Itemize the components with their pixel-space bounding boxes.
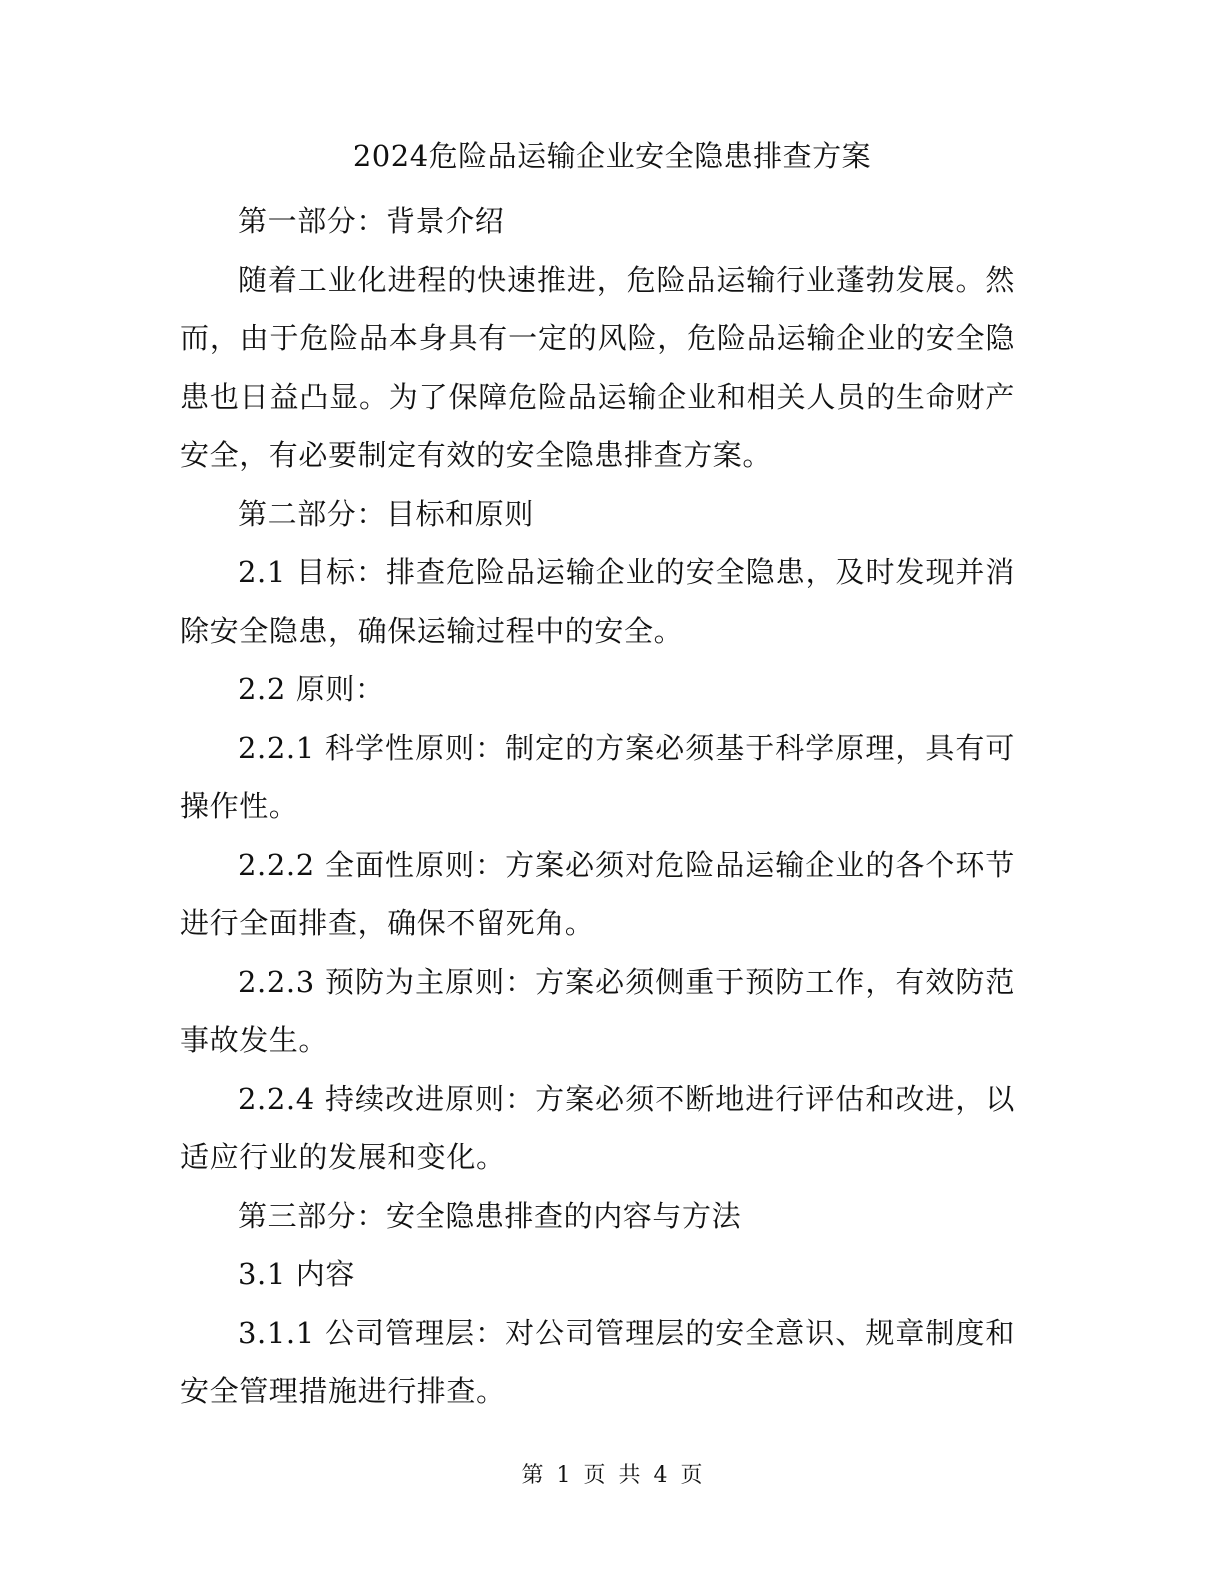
content-heading: 3.1 内容 xyxy=(238,1257,355,1291)
principle-item: 2.2.3 预防为主原则：方案必须侧重于预防工作，有效防范事故发生。 xyxy=(180,964,1015,1057)
principle-item: 2.2.1 科学性原则：制定的方案必须基于科学原理，具有可操作性。 xyxy=(180,730,1015,823)
content-item: 3.1.1 公司管理层：对公司管理层的安全意识、规章制度和安全管理措施进行排查。 xyxy=(180,1315,1015,1408)
principle-item: 2.2.2 全面性原则：方案必须对危险品运输企业的各个环节进行全面排查，确保不留死角。 xyxy=(180,847,1015,940)
goal-paragraph: 2.1 目标：排查危险品运输企业的安全隐患，及时发现并消除安全隐患，确保运输过程中的安全。 xyxy=(180,555,1015,648)
principle-item: 2.2.4 持续改进原则：方案必须不断地进行评估和改进，以适应行业的发展和变化。 xyxy=(180,1081,1015,1174)
section-heading-2: 第二部分：目标和原则 xyxy=(238,496,535,531)
section-heading-3: 第三部分：安全隐患排查的内容与方法 xyxy=(238,1198,742,1233)
document-body xyxy=(180,192,1015,1421)
principles-heading: 2.2 原则： xyxy=(238,672,385,706)
section-heading-1: 第一部分：背景介绍 xyxy=(238,204,505,238)
background-paragraph: 随着工业化进程的快速推进，危险品运输行业蓬勃发展。然而，由于危险品本身具有一定的风险，危险品运输企业的安全隐患也日益凸显。为了保障危险品运输企业和相关人员的生命财产安全，有必要制定有效的安全隐患排查方案。 xyxy=(180,262,1015,472)
document-title: 2024危险品运输企业安全隐患排查方案 xyxy=(352,139,872,173)
page-number-footer: 第 1 页 共 4 页 xyxy=(521,1463,703,1488)
